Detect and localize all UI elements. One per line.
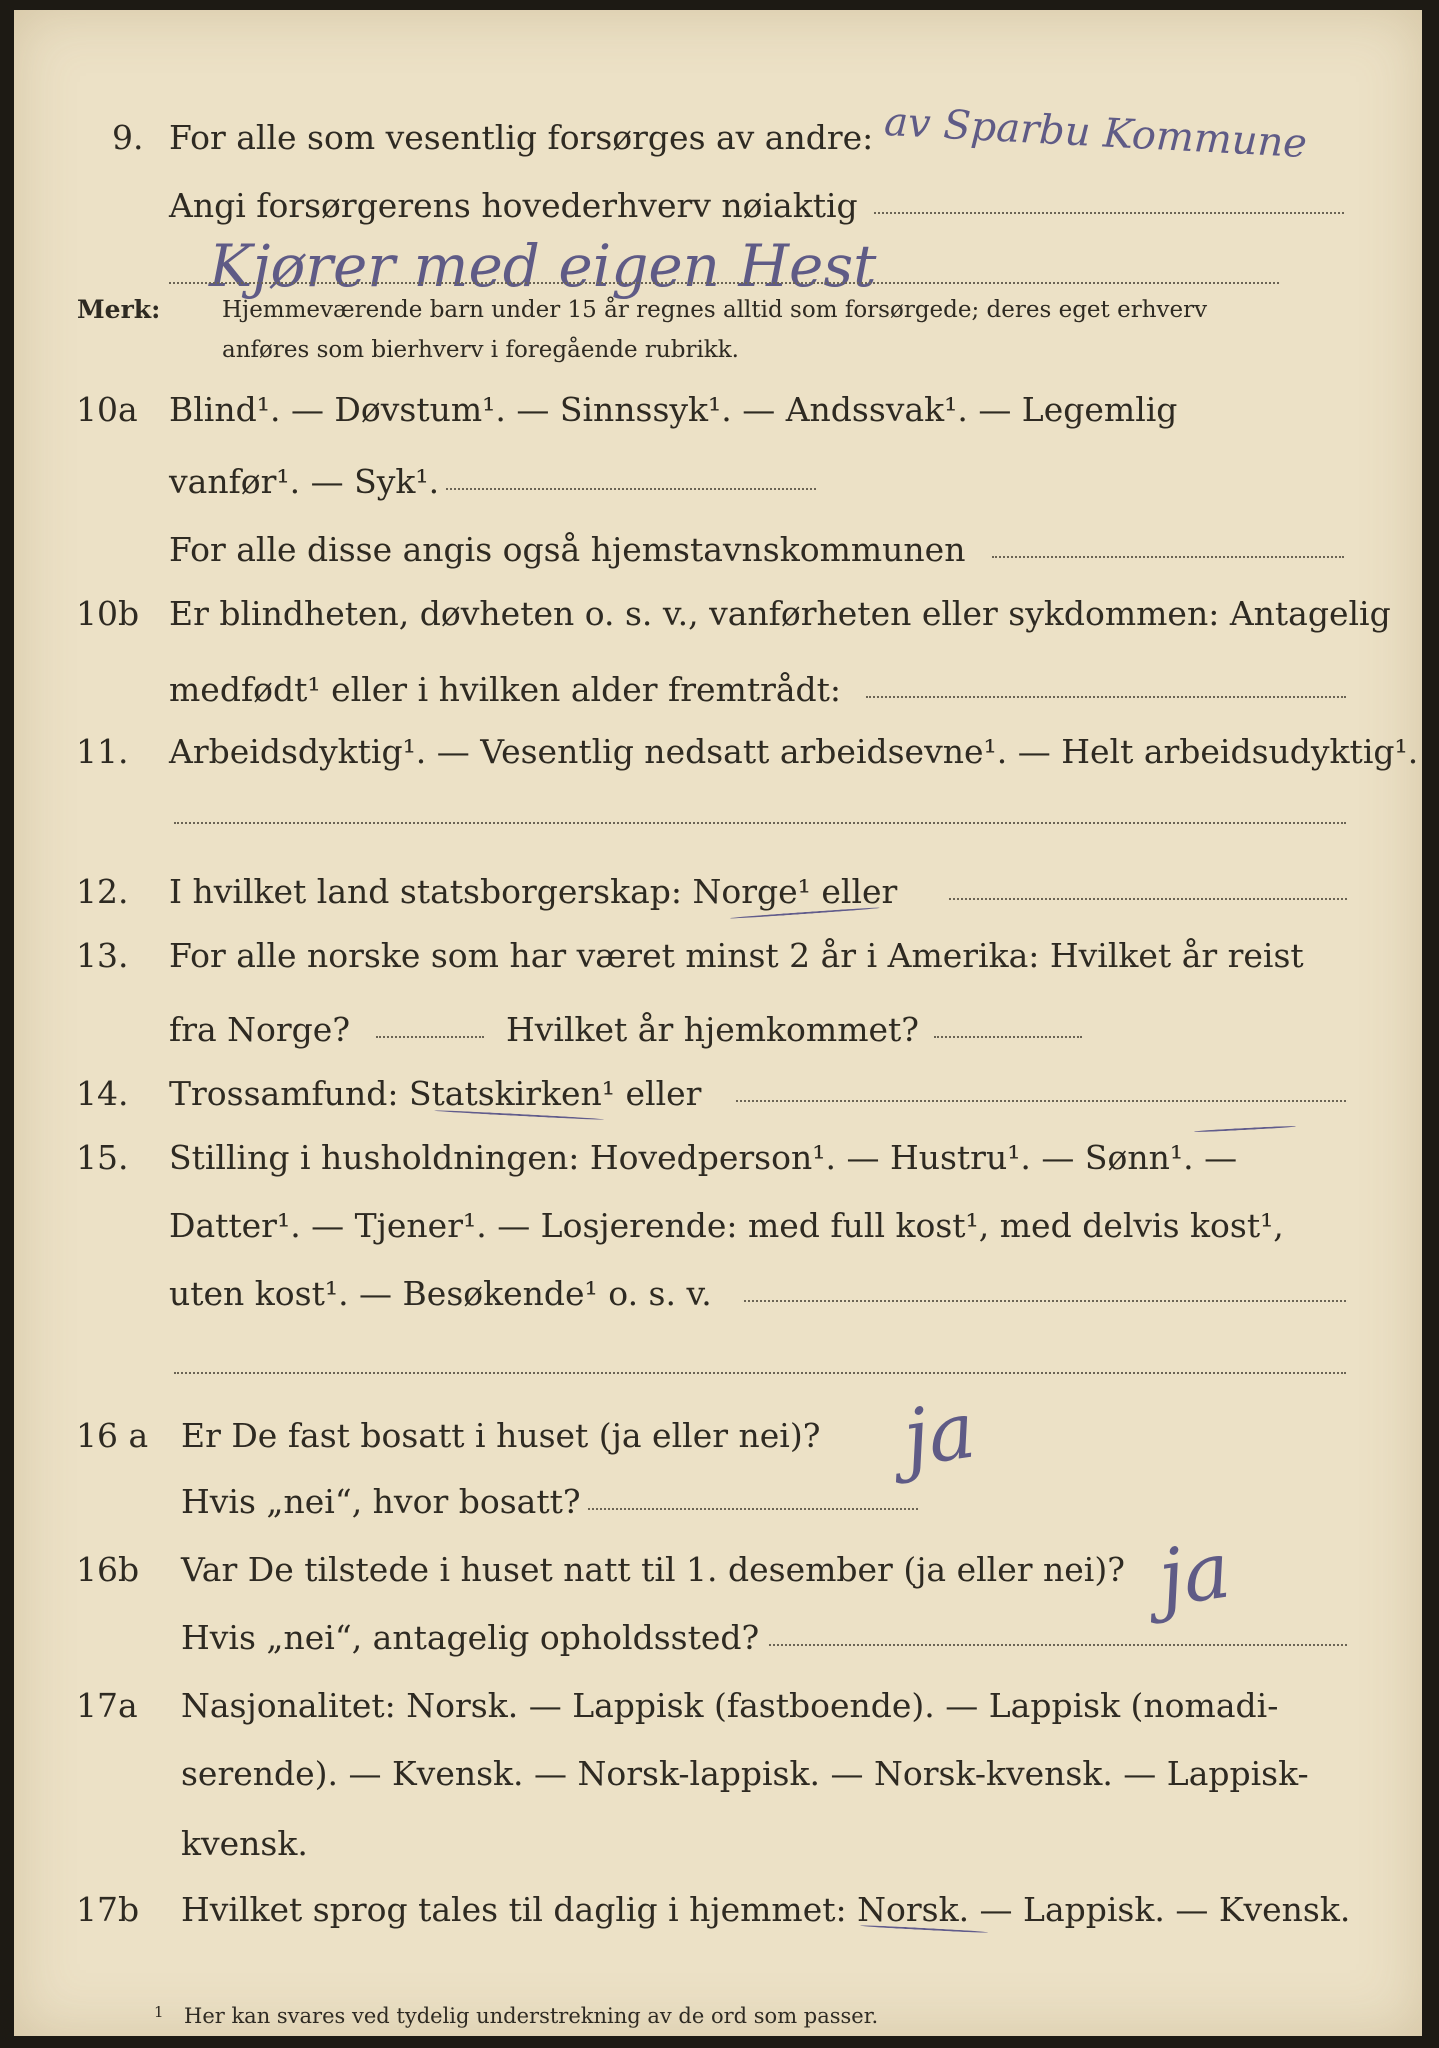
q17b-text: Hvilket sprog tales til daglig i hjemmet: Norsk. — Lappisk. — Kvensk. bbox=[181, 1890, 1351, 1929]
q9-handwritten-answer-2: Kjører med eigen Hest bbox=[209, 232, 877, 300]
q16a-text-2: Hvis „nei“, hvor bosatt? bbox=[181, 1482, 581, 1521]
q13-text-2b: Hvilket år hjemkommet? bbox=[506, 1010, 919, 1049]
q11-text: Arbeidsdyktig¹. — Vesentlig nedsatt arbeidsevne¹. — Helt arbeidsudyktig¹. bbox=[169, 732, 1419, 771]
q14-answer-line bbox=[736, 1074, 1346, 1102]
q15-text-3: uten kost¹. — Besøkende¹ o. s. v. bbox=[169, 1274, 712, 1313]
q10a-answer-line-2 bbox=[992, 530, 1344, 558]
q15-answer-line-2 bbox=[174, 1372, 1346, 1374]
q10a-answer-line-1 bbox=[446, 462, 816, 490]
q9-handwritten-answer-1: av Sparbu Kommune bbox=[883, 98, 1309, 168]
q16a-answer-line bbox=[588, 1482, 918, 1510]
q16b-text-1: Var De tilstede i huset natt til 1. desember (ja eller nei)? bbox=[181, 1550, 1125, 1589]
q13-answer-line-1 bbox=[376, 1010, 484, 1038]
q17b-number: 17b bbox=[76, 1890, 140, 1929]
merk-label: Merk: bbox=[77, 295, 161, 324]
q10b-number: 10b bbox=[76, 594, 140, 633]
q13-answer-line-2 bbox=[934, 1010, 1082, 1038]
q16b-answer-line bbox=[769, 1618, 1347, 1646]
q12-answer-line bbox=[949, 872, 1347, 900]
q10a-text-1: Blind¹. — Døvstum¹. — Sinnssyk¹. — Andssvak¹. — Legemlig bbox=[169, 390, 1178, 429]
q10b-text-2: medfødt¹ eller i hvilken alder fremtrådt: bbox=[169, 670, 842, 709]
q13-text-1: For alle norske som har været minst 2 år i Amerika: Hvilket år reist bbox=[169, 936, 1304, 975]
q15-number: 15. bbox=[76, 1138, 129, 1177]
q9-number: 9. bbox=[112, 118, 144, 157]
q12-number: 12. bbox=[76, 872, 129, 911]
q16b-handwritten-answer: ja bbox=[1153, 1525, 1236, 1625]
q13-text-2a: fra Norge? bbox=[169, 1010, 351, 1049]
q17a-text-1: Nasjonalitet: Norsk. — Lappisk (fastboende). — Lappisk (nomadi- bbox=[181, 1686, 1279, 1725]
footnote-mark: 1 bbox=[154, 2003, 164, 2021]
footnote-text: Her kan svares ved tydelig understrekning av de ord som passer. bbox=[184, 2004, 879, 2028]
q17a-text-3: kvensk. bbox=[181, 1824, 308, 1863]
q17a-text-2: serende). — Kvensk. — Norsk-lappisk. — Norsk-kvensk. — Lappisk- bbox=[181, 1754, 1309, 1793]
q9-answer-line-2 bbox=[169, 282, 1279, 284]
q16a-text-1: Er De fast bosatt i huset (ja eller nei)? bbox=[181, 1416, 821, 1455]
q10b-answer-line bbox=[866, 670, 1346, 698]
census-form-page bbox=[14, 10, 1422, 2036]
q14-number: 14. bbox=[76, 1074, 129, 1113]
q16b-number: 16b bbox=[76, 1550, 140, 1589]
q15-text-2: Datter¹. — Tjener¹. — Losjerende: med full kost¹, med delvis kost¹, bbox=[169, 1206, 1284, 1245]
q10a-text-2: vanfør¹. — Syk¹. bbox=[169, 462, 440, 501]
q13-number: 13. bbox=[76, 936, 129, 975]
q10a-text-3: For alle disse angis også hjemstavnskommunen bbox=[169, 530, 966, 569]
q16a-number: 16 a bbox=[76, 1416, 149, 1455]
q9-text-2: Angi forsørgerens hovederhverv nøiaktig bbox=[169, 186, 858, 225]
q16a-handwritten-answer: ja bbox=[898, 1385, 981, 1485]
q14-text: Trossamfund: Statskirken¹ eller bbox=[169, 1074, 702, 1113]
q11-number: 11. bbox=[76, 732, 129, 771]
q10a-number: 10a bbox=[76, 390, 138, 429]
q10b-text-1: Er blindheten, døvheten o. s. v., vanførheten eller sykdommen: Antagelig bbox=[169, 594, 1391, 633]
merk-text-2: anføres som bierhverv i foregående rubrikk. bbox=[222, 337, 739, 363]
q15-sonn-underline bbox=[1194, 1125, 1296, 1132]
q9-answer-line-1 bbox=[874, 186, 1344, 214]
q16b-text-2: Hvis „nei“, antagelig opholdssted? bbox=[181, 1618, 760, 1657]
merk-text-1: Hjemmeværende barn under 15 år regnes alltid som forsørgede; deres eget erhverv bbox=[222, 297, 1208, 323]
q12-text: I hvilket land statsborgerskap: Norge¹ eller bbox=[169, 872, 898, 911]
q11-answer-line bbox=[174, 822, 1346, 824]
q17a-number: 17a bbox=[76, 1686, 138, 1725]
q15-text-1: Stilling i husholdningen: Hovedperson¹. — Hustru¹. — Sønn¹. — bbox=[169, 1138, 1238, 1177]
q9-text-1: For alle som vesentlig forsørges av andre: bbox=[169, 118, 874, 157]
q15-answer-line-1 bbox=[744, 1274, 1346, 1302]
